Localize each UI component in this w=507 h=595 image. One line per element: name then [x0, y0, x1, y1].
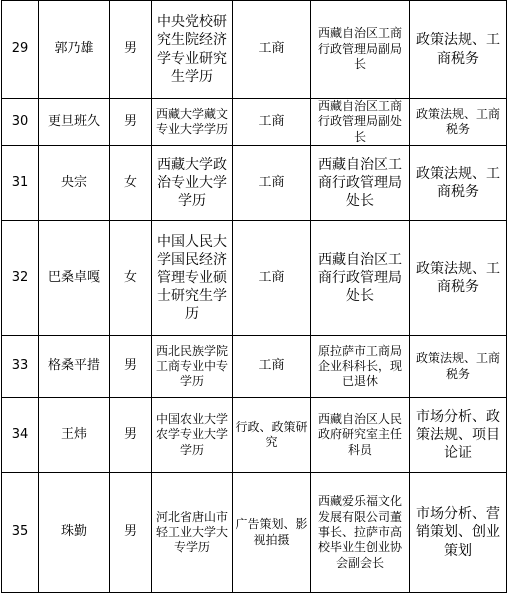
row-number: 30: [2, 99, 39, 146]
expertise-cell: 政策法规、工商税务: [410, 336, 507, 398]
expert-table: [1, 0, 507, 593]
position-cell: 西藏爱乐福文化发展有限公司董事长、拉萨市高校毕业生创业协会副会长: [311, 473, 410, 593]
position-cell: 原拉萨市工商局企业科科长，现已退休: [311, 336, 410, 398]
gender-cell: 男: [110, 398, 152, 473]
name-cell: 央宗: [39, 146, 110, 221]
row-number: 33: [2, 336, 39, 398]
gender-cell: 女: [110, 221, 152, 336]
row-number: 29: [2, 1, 39, 99]
table-row: [2, 221, 507, 336]
expertise-cell: 政策法规、工商税务: [410, 1, 507, 99]
table-row: [2, 336, 507, 398]
field-cell: 工商: [233, 99, 311, 146]
field-cell: 行政、政策研究: [233, 398, 311, 473]
gender-cell: 男: [110, 99, 152, 146]
education-cell: 中央党校研究生院经济学专业研究生学历: [152, 1, 233, 99]
table-row: [2, 146, 507, 221]
education-cell: 河北省唐山市轻工业大学大专学历: [152, 473, 233, 593]
row-number: 35: [2, 473, 39, 593]
gender-cell: 男: [110, 336, 152, 398]
name-cell: 更旦班久: [39, 99, 110, 146]
education-cell: 西藏大学藏文专业大学学历: [152, 99, 233, 146]
row-number: 31: [2, 146, 39, 221]
education-cell: 西藏大学政治专业大学学历: [152, 146, 233, 221]
position-cell: 西藏自治区工商行政管理局处长: [311, 146, 410, 221]
expertise-cell: 政策法规、工商税务: [410, 146, 507, 221]
name-cell: 珠勤: [39, 473, 110, 593]
table-row: [2, 473, 507, 593]
position-cell: 西藏自治区工商行政管理局副处长: [311, 99, 410, 146]
row-number: 34: [2, 398, 39, 473]
expertise-cell: 政策法规、工商税务: [410, 99, 507, 146]
name-cell: 巴桑卓嘎: [39, 221, 110, 336]
education-cell: 西北民族学院工商专业中专学历: [152, 336, 233, 398]
field-cell: 工商: [233, 1, 311, 99]
table-row: [2, 99, 507, 146]
expertise-cell: 市场分析、政策法规、项目论证: [410, 398, 507, 473]
table-row: [2, 398, 507, 473]
gender-cell: 女: [110, 146, 152, 221]
field-cell: 工商: [233, 146, 311, 221]
name-cell: 郭乃雄: [39, 1, 110, 99]
name-cell: 王炜: [39, 398, 110, 473]
field-cell: 工商: [233, 336, 311, 398]
gender-cell: 男: [110, 473, 152, 593]
position-cell: 西藏自治区工商行政管理局副局长: [311, 1, 410, 99]
expertise-cell: 市场分析、营销策划、创业策划: [410, 473, 507, 593]
position-cell: 西藏自治区人民政府研究室主任科员: [311, 398, 410, 473]
table-row: [2, 1, 507, 99]
gender-cell: 男: [110, 1, 152, 99]
field-cell: 广告策划、影视拍摄: [233, 473, 311, 593]
expertise-cell: 政策法规、工商税务: [410, 221, 507, 336]
name-cell: 格桑平措: [39, 336, 110, 398]
education-cell: 中国农业大学农学专业大学学历: [152, 398, 233, 473]
row-number: 32: [2, 221, 39, 336]
education-cell: 中国人民大学国民经济管理专业硕士研究生学历: [152, 221, 233, 336]
position-cell: 西藏自治区工商行政管理局处长: [311, 221, 410, 336]
field-cell: 工商: [233, 221, 311, 336]
